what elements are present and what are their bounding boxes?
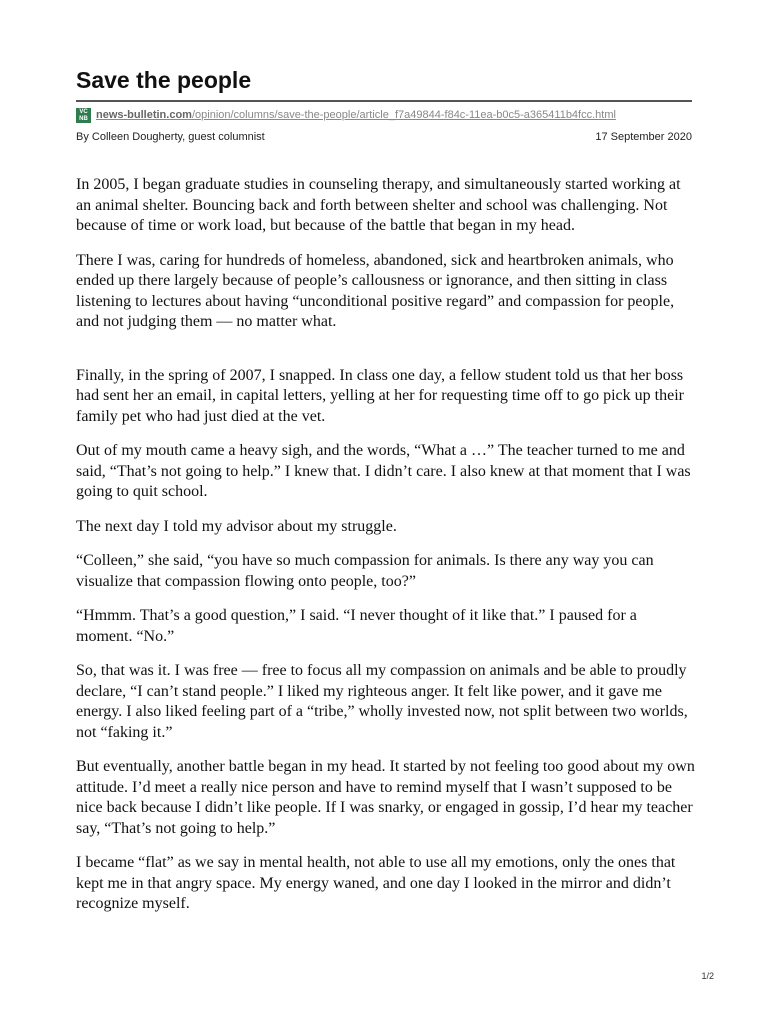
article-paragraph: I became “flat” as we say in mental health, not able to use all my emotions, only the ones that kept me in that angry space. My energy waned, and one day I looked in the mirror and didn’t recognize myself. (76, 854, 676, 912)
article-paragraph: But eventually, another battle began in my head. It started by not feeling too good about my own attitude. I’d meet a really nice person and have to remind myself that I wasn’t supposed to be nice back because I didn’t like people. If I was snarky, or engaged in gossip, I’d hear my teacher say, “That’s not going to help.” (76, 758, 695, 837)
article-title: Save the people (76, 67, 252, 93)
page-number: 1/2 (701, 971, 714, 981)
article-paragraph: So, that was it. I was free — free to focus all my compassion on animals and be able to proudly declare, “I can’t stand people.” I liked my righteous anger. It felt like power, and it gave me energy. I also liked feeling part of a “tribe,” wholly invested now, not split between two worlds, not “faking it.” (76, 662, 688, 741)
article-paragraph: The next day I told my advisor about my struggle. (76, 517, 397, 535)
article-paragraph: Out of my mouth came a heavy sigh, and the words, “What a …” The teacher turned to me and said, “That’s not going to help.” I knew that. I didn’t care. I also knew at that moment that I was going to quit school. (76, 442, 691, 500)
article-body (76, 175, 696, 929)
source-path: /opinion/columns/save-the-people/article_f7a49844-f84c-11ea-b0c5-a365411b4fcc.html (191, 109, 616, 121)
site-favicon-icon: VC NB (76, 108, 91, 123)
byline: By Colleen Dougherty, guest columnist (76, 131, 265, 143)
article-paragraph: Finally, in the spring of 2007, I snapped. In class one day, a fellow student told us that her boss had sent her an email, in capital letters, yelling at her for requesting time off to go pick up their family pet who had just died at the vet. (76, 366, 684, 425)
article-paragraph: In 2005, I began graduate studies in counseling therapy, and simultaneously started working at an animal shelter. Bouncing back and forth between shelter and school was challenging. Not because of time or work load, but because of the battle that began in my head. (76, 176, 681, 234)
article-paragraph: “Hmmm. That’s a good question,” I said. “I never thought of it like that.” I paused for a moment. “No.” (76, 607, 637, 645)
source-domain: news-bulletin.com (96, 109, 192, 121)
article-paragraph: There I was, caring for hundreds of homeless, abandoned, sick and heartbroken animals, who ended up there largely because of people’s callousness or ignorance, and then sitting in class listening to lectures about having “unconditional positive regard” and compassion for people, and not judging them — no matter what. (76, 251, 675, 330)
publish-date: 17 September 2020 (595, 131, 692, 143)
source-url-link[interactable] (96, 109, 616, 121)
article-paragraph: “Colleen,” she said, “you have so much compassion for animals. Is there any way you can visualize that compassion flowing onto people, too?” (76, 552, 654, 590)
title-divider (76, 100, 692, 102)
source-line (76, 104, 692, 126)
